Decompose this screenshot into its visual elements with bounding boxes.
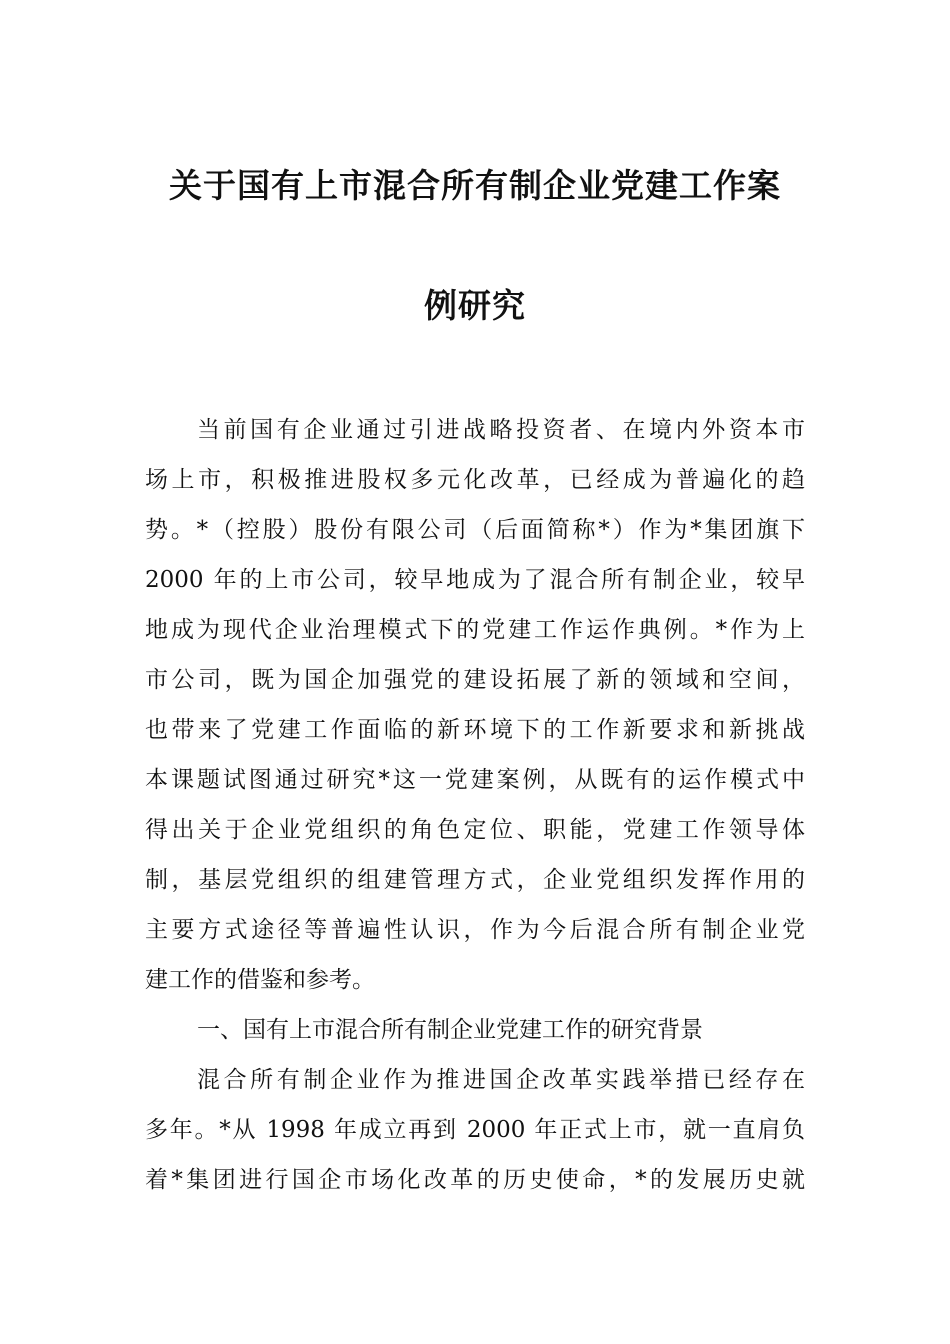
paragraph-1-line: 市公司，既为国企加强党的建设拓展了新的领域和空间， <box>145 667 805 693</box>
paragraph-1-line: 地成为现代企业治理模式下的党建工作运作典例。*作为上 <box>145 617 805 643</box>
paragraph-2-line: 混合所有制企业作为推进国企改革实践举措已经存在 <box>197 1067 805 1093</box>
section-heading: 一、国有上市混合所有制企业党建工作的研究背景 <box>197 1017 703 1043</box>
paragraph-1-line: 当前国有企业通过引进战略投资者、在境内外资本市 <box>197 417 805 443</box>
paragraph-1-line: 主要方式途径等普遍性认识，作为今后混合所有制企业党 <box>145 917 805 943</box>
paragraph-1-line: 势。*（控股）股份有限公司（后面简称*）作为*集团旗下 <box>145 517 805 543</box>
paragraph-2-line: 多年。*从 1998 年成立再到 2000 年正式上市，就一直肩负 <box>145 1117 805 1143</box>
document-body <box>145 413 805 1213</box>
paragraph-1-line: 建工作的借鉴和参考。 <box>145 967 375 993</box>
paragraph-1-line: 也带来了党建工作面临的新环境下的工作新要求和新挑战 <box>145 717 805 743</box>
paragraph-2-line: 着*集团进行国企市场化改革的历史使命，*的发展历史就 <box>145 1167 805 1193</box>
paragraph-1-line: 得出关于企业党组织的角色定位、职能，党建工作领导体 <box>145 817 805 843</box>
paragraph-1-line: 2000 年的上市公司，较早地成为了混合所有制企业，较早 <box>145 567 805 593</box>
paragraph-1-line: 制，基层党组织的组建管理方式，企业党组织发挥作用的 <box>145 867 805 893</box>
document-title-line-2: 例研究 <box>424 286 526 325</box>
paragraph-1-line: 场上市，积极推进股权多元化改革，已经成为普遍化的趋 <box>145 467 805 493</box>
paragraph-1-line: 本课题试图通过研究*这一党建案例，从既有的运作模式中 <box>145 767 805 793</box>
document-title-line-1: 关于国有上市混合所有制企业党建工作案 <box>169 166 781 205</box>
